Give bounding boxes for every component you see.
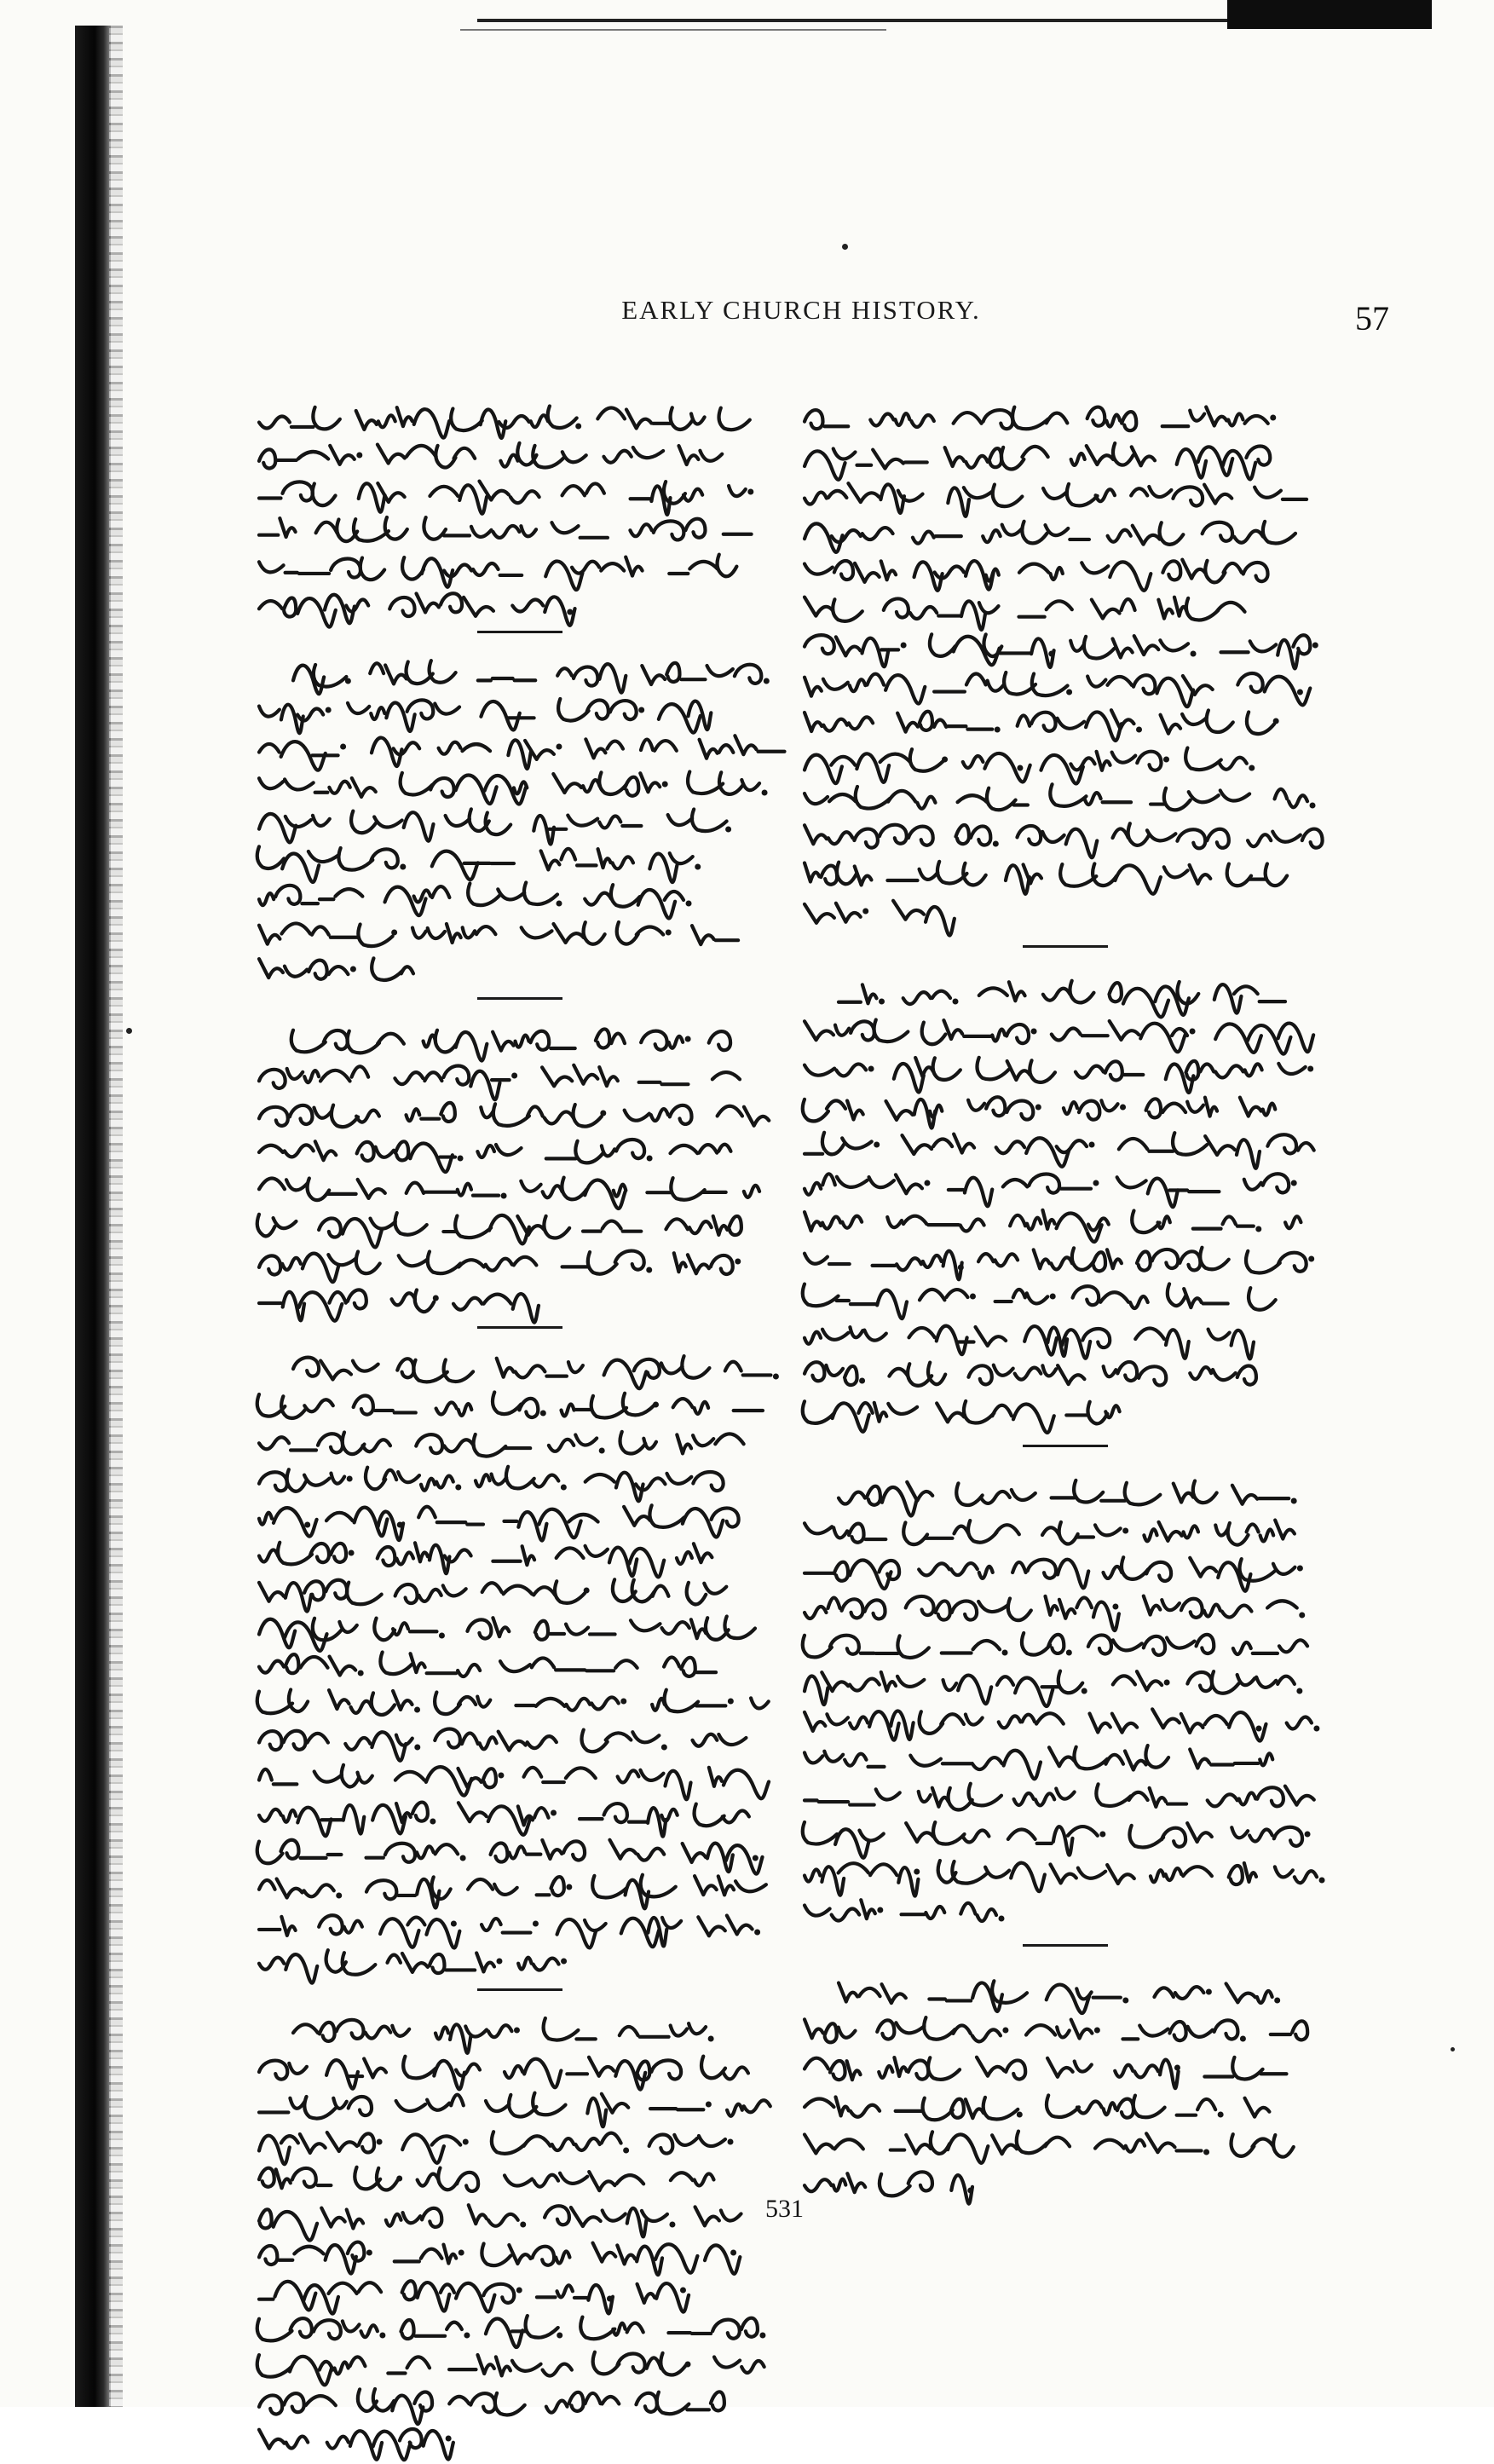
left-para-5-line-12 xyxy=(256,2421,491,2464)
right-para-4-line-6 xyxy=(801,2165,983,2207)
left-para-3-line-2 xyxy=(256,1059,750,1101)
right-para-3-line-11 xyxy=(801,1855,1315,1897)
left-para-2-line-2 xyxy=(256,693,743,736)
left-para-5-line-10 xyxy=(256,2347,775,2390)
left-para-2-line-5 xyxy=(256,804,766,846)
left-para-5-line-11 xyxy=(256,2384,733,2426)
right-para-2-line-3 xyxy=(801,1052,1304,1094)
left-para-5-line-3 xyxy=(256,2087,766,2130)
left-para-3-line-1 xyxy=(290,1022,742,1065)
right-para-4-line-2 xyxy=(801,2013,1324,2056)
right-para-1-line-12 xyxy=(801,818,1321,861)
left-para-4-line-17 xyxy=(256,1944,556,1987)
left-para-2-line-4 xyxy=(256,767,776,810)
left-para-4-line-1 xyxy=(290,1351,761,1394)
paragraph-separator-rule xyxy=(477,1326,562,1329)
right-para-2-line-6 xyxy=(801,1166,1299,1209)
left-para-3-line-3 xyxy=(256,1096,777,1139)
left-para-4-line-16 xyxy=(256,1907,750,1949)
scan-top-rule xyxy=(477,19,1227,22)
left-para-5-line-4 xyxy=(256,2125,761,2167)
binding-shadow xyxy=(109,26,123,2407)
left-para-4-line-15 xyxy=(256,1870,779,1913)
right-para-1-line-5 xyxy=(801,552,1313,595)
right-para-2-line-9 xyxy=(801,1279,1285,1322)
right-para-3-line-7 xyxy=(801,1703,1323,1746)
right-para-4-line-4 xyxy=(801,2089,1280,2132)
scan-edge-artifact xyxy=(1227,0,1432,29)
left-para-4-line-14 xyxy=(256,1832,766,1875)
right-para-4-line-1 xyxy=(835,1975,1314,2017)
binding-edge xyxy=(75,26,111,2407)
right-para-3-line-10 xyxy=(801,1817,1292,1860)
right-para-1-line-13 xyxy=(801,856,1303,898)
right-para-2-line-2 xyxy=(801,1014,1310,1057)
right-para-2-line-8 xyxy=(801,1242,1311,1284)
right-para-4-line-3 xyxy=(801,2051,1296,2093)
paragraph-separator-rule xyxy=(1023,1445,1108,1447)
right-para-1-line-2 xyxy=(801,439,1304,482)
paragraph-separator-rule xyxy=(477,631,562,633)
left-para-2-line-9 xyxy=(256,952,424,995)
ink-speck xyxy=(1451,2047,1455,2051)
page-number: 57 xyxy=(1355,299,1389,338)
right-para-3-line-5 xyxy=(801,1627,1320,1670)
left-para-4-line-8 xyxy=(256,1610,759,1653)
paragraph-separator-rule xyxy=(1023,1944,1108,1947)
left-para-4-line-12 xyxy=(256,1758,757,1801)
right-para-1-line-10 xyxy=(801,742,1278,785)
left-para-5-line-7 xyxy=(256,2236,744,2278)
left-para-2-line-1 xyxy=(290,655,769,698)
left-para-1-line-5 xyxy=(256,549,759,591)
left-para-3-line-5 xyxy=(256,1170,773,1213)
right-para-2-line-4 xyxy=(801,1090,1289,1133)
right-para-3-line-3 xyxy=(801,1551,1311,1594)
left-para-4-line-13 xyxy=(256,1796,762,1838)
right-para-2-line-10 xyxy=(801,1318,1280,1360)
left-para-4-line-3 xyxy=(256,1425,782,1468)
left-para-4-line-4 xyxy=(256,1462,760,1504)
ink-speck xyxy=(842,244,848,250)
right-para-1-line-11 xyxy=(801,780,1320,822)
left-para-5-line-6 xyxy=(256,2199,743,2242)
left-para-5-line-8 xyxy=(256,2273,735,2316)
right-para-1-line-1 xyxy=(801,401,1293,443)
left-para-5-line-1 xyxy=(290,2013,753,2056)
right-para-1-line-14 xyxy=(801,894,960,937)
left-para-5-line-2 xyxy=(256,2051,767,2093)
right-para-3-line-8 xyxy=(801,1741,1278,1784)
left-para-2-line-3 xyxy=(256,730,776,772)
left-para-3-line-7 xyxy=(256,1244,770,1287)
left-para-4-line-7 xyxy=(256,1573,741,1616)
paragraph-separator-rule xyxy=(1023,945,1108,948)
left-para-4-line-10 xyxy=(256,1684,782,1727)
left-para-3-line-4 xyxy=(256,1133,737,1175)
left-para-4-line-5 xyxy=(256,1499,738,1542)
footnote-reference: 531 xyxy=(765,2195,804,2223)
left-para-4-line-6 xyxy=(256,1536,751,1578)
right-para-1-line-4 xyxy=(801,515,1329,557)
left-para-3-line-6 xyxy=(256,1207,759,1249)
right-para-1-line-7 xyxy=(801,628,1315,671)
left-para-1-line-1 xyxy=(256,401,757,443)
left-para-5-line-5 xyxy=(256,2161,747,2204)
left-para-2-line-6 xyxy=(256,841,736,884)
right-para-2-line-11 xyxy=(801,1355,1283,1398)
right-para-3-line-12 xyxy=(801,1893,1004,1936)
left-para-4-line-2 xyxy=(256,1388,781,1430)
left-para-1-line-4 xyxy=(256,512,761,555)
left-para-3-line-8 xyxy=(256,1281,548,1324)
left-para-2-line-7 xyxy=(256,878,739,920)
right-para-2-line-12 xyxy=(801,1394,1159,1436)
right-para-4-line-5 xyxy=(801,2126,1326,2169)
right-para-3-line-2 xyxy=(801,1514,1327,1556)
scan-top-rule-thin xyxy=(460,29,886,31)
right-para-2-line-1 xyxy=(835,976,1295,1018)
right-para-3-line-6 xyxy=(801,1665,1320,1708)
left-para-5-line-9 xyxy=(256,2310,766,2352)
left-para-4-line-11 xyxy=(256,1722,740,1764)
left-para-1-line-2 xyxy=(256,438,737,481)
right-para-2-line-5 xyxy=(801,1128,1319,1170)
left-para-1-line-6 xyxy=(256,586,617,629)
right-para-1-line-8 xyxy=(801,666,1306,709)
right-para-3-line-4 xyxy=(801,1590,1312,1632)
left-para-2-line-8 xyxy=(256,915,750,958)
right-para-3-line-1 xyxy=(835,1475,1291,1518)
right-para-2-line-7 xyxy=(801,1203,1312,1246)
running-head: EARLY CHURCH HISTORY. xyxy=(621,295,981,325)
right-para-1-line-6 xyxy=(801,591,1279,633)
right-para-3-line-9 xyxy=(801,1779,1306,1821)
right-para-1-line-3 xyxy=(801,476,1309,519)
left-para-4-line-9 xyxy=(256,1647,746,1690)
ink-speck xyxy=(126,1028,132,1034)
paragraph-separator-rule xyxy=(477,997,562,1000)
right-para-1-line-9 xyxy=(801,704,1289,747)
left-para-1-line-3 xyxy=(256,475,760,517)
paragraph-separator-rule xyxy=(477,1988,562,1991)
